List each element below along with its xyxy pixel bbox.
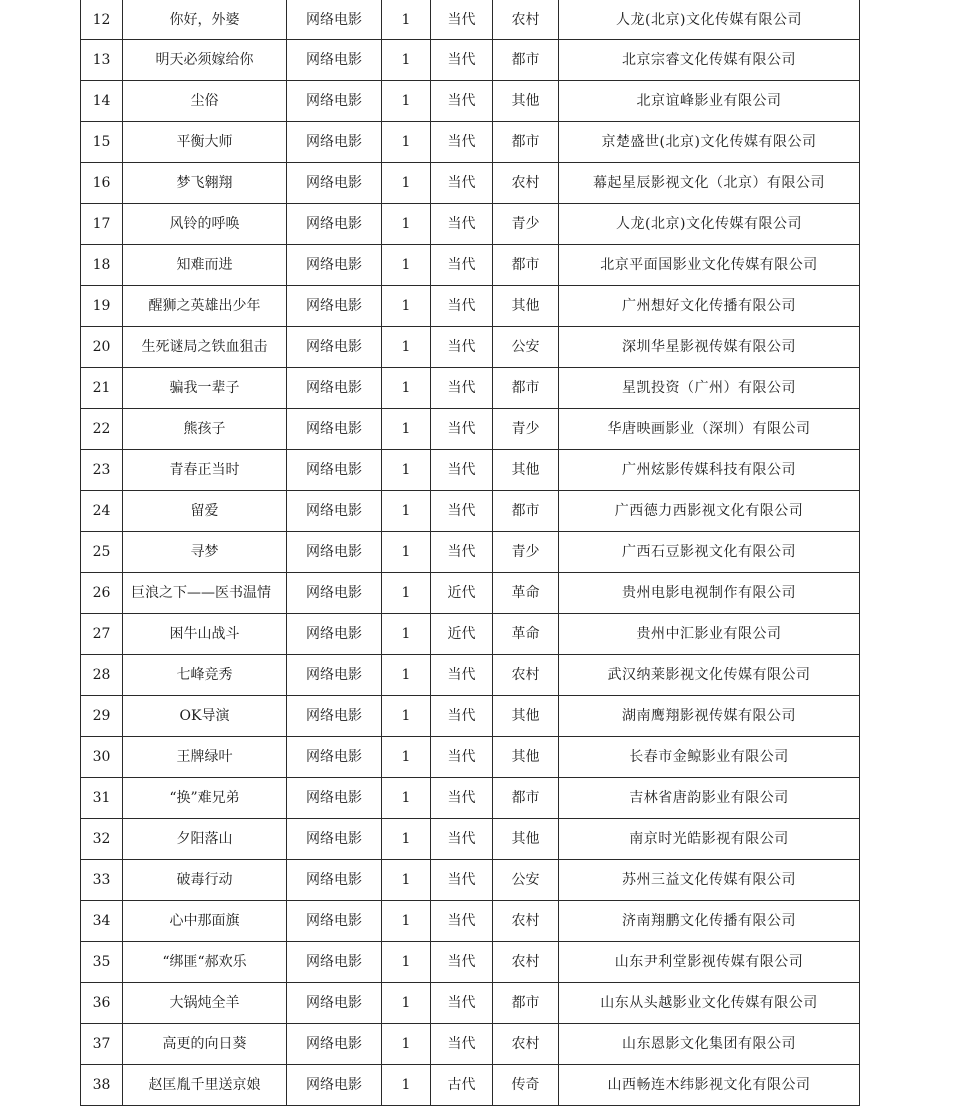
production-company-cell: 苏州三益文化传媒有限公司 xyxy=(559,860,860,901)
registry-body xyxy=(81,0,860,1106)
theme-cell: 农村 xyxy=(493,163,559,204)
era-cell: 当代 xyxy=(431,901,493,942)
episode-count-cell: 1 xyxy=(382,368,431,409)
film-title-cell: 大锅炖全羊 xyxy=(123,983,287,1024)
production-company-cell: 山东恩影文化集团有限公司 xyxy=(559,1024,860,1065)
era-cell: 当代 xyxy=(431,1024,493,1065)
table-row xyxy=(81,368,860,409)
film-type-cell: 网络电影 xyxy=(287,122,382,163)
theme-cell: 农村 xyxy=(493,942,559,983)
film-type-cell: 网络电影 xyxy=(287,1065,382,1106)
table-row xyxy=(81,1065,860,1106)
film-title-cell: 平衡大师 xyxy=(123,122,287,163)
theme-cell: 青少 xyxy=(493,409,559,450)
table-row xyxy=(81,819,860,860)
theme-cell: 其他 xyxy=(493,819,559,860)
theme-cell: 其他 xyxy=(493,286,559,327)
film-title-cell: “绑匪“郝欢乐 xyxy=(123,942,287,983)
table-row xyxy=(81,204,860,245)
episode-count-cell: 1 xyxy=(382,245,431,286)
film-registry-table xyxy=(80,0,860,1106)
film-title-cell: 知难而进 xyxy=(123,245,287,286)
episode-count-cell: 1 xyxy=(382,1065,431,1106)
era-cell: 当代 xyxy=(431,819,493,860)
row-number-cell: 36 xyxy=(81,983,123,1024)
table-row xyxy=(81,983,860,1024)
row-number-cell: 25 xyxy=(81,532,123,573)
film-title-cell: 心中那面旗 xyxy=(123,901,287,942)
film-title-cell: 青春正当时 xyxy=(123,450,287,491)
episode-count-cell: 1 xyxy=(382,573,431,614)
episode-count-cell: 1 xyxy=(382,860,431,901)
film-title-cell: 梦飞翱翔 xyxy=(123,163,287,204)
episode-count-cell: 1 xyxy=(382,901,431,942)
film-type-cell: 网络电影 xyxy=(287,737,382,778)
film-title-cell: 王牌绿叶 xyxy=(123,737,287,778)
era-cell: 当代 xyxy=(431,778,493,819)
era-cell: 当代 xyxy=(431,81,493,122)
film-type-cell: 网络电影 xyxy=(287,286,382,327)
film-type-cell: 网络电影 xyxy=(287,368,382,409)
film-type-cell: 网络电影 xyxy=(287,491,382,532)
table-row xyxy=(81,860,860,901)
film-title-cell: 破毒行动 xyxy=(123,860,287,901)
row-number-cell: 38 xyxy=(81,1065,123,1106)
row-number-cell: 16 xyxy=(81,163,123,204)
film-type-cell: 网络电影 xyxy=(287,532,382,573)
film-type-cell: 网络电影 xyxy=(287,81,382,122)
era-cell: 当代 xyxy=(431,450,493,491)
era-cell: 当代 xyxy=(431,696,493,737)
theme-cell: 其他 xyxy=(493,737,559,778)
theme-cell: 其他 xyxy=(493,696,559,737)
episode-count-cell: 1 xyxy=(382,737,431,778)
table-row xyxy=(81,614,860,655)
episode-count-cell: 1 xyxy=(382,122,431,163)
film-type-cell: 网络电影 xyxy=(287,778,382,819)
production-company-cell: 深圳华星影视传媒有限公司 xyxy=(559,327,860,368)
theme-cell: 都市 xyxy=(493,122,559,163)
theme-cell: 青少 xyxy=(493,532,559,573)
row-number-cell: 19 xyxy=(81,286,123,327)
film-type-cell: 网络电影 xyxy=(287,696,382,737)
film-title-cell: 明天必须嫁给你 xyxy=(123,40,287,81)
theme-cell: 公安 xyxy=(493,327,559,368)
theme-cell: 其他 xyxy=(493,450,559,491)
film-title-cell: 留爱 xyxy=(123,491,287,532)
theme-cell: 革命 xyxy=(493,573,559,614)
row-number-cell: 29 xyxy=(81,696,123,737)
film-title-cell: 尘俗 xyxy=(123,81,287,122)
row-number-cell: 23 xyxy=(81,450,123,491)
episode-count-cell: 1 xyxy=(382,696,431,737)
episode-count-cell: 1 xyxy=(382,614,431,655)
era-cell: 当代 xyxy=(431,491,493,532)
production-company-cell: 济南翔鹏文化传播有限公司 xyxy=(559,901,860,942)
table-row xyxy=(81,163,860,204)
era-cell: 当代 xyxy=(431,532,493,573)
row-number-cell: 17 xyxy=(81,204,123,245)
era-cell: 近代 xyxy=(431,573,493,614)
era-cell: 当代 xyxy=(431,655,493,696)
film-type-cell: 网络电影 xyxy=(287,245,382,286)
production-company-cell: 广西石豆影视文化有限公司 xyxy=(559,532,860,573)
episode-count-cell: 1 xyxy=(382,0,431,40)
production-company-cell: 广州想好文化传播有限公司 xyxy=(559,286,860,327)
film-type-cell: 网络电影 xyxy=(287,40,382,81)
era-cell: 当代 xyxy=(431,163,493,204)
theme-cell: 都市 xyxy=(493,983,559,1024)
production-company-cell: 京楚盛世(北京)文化传媒有限公司 xyxy=(559,122,860,163)
production-company-cell: 广西德力西影视文化有限公司 xyxy=(559,491,860,532)
theme-cell: 革命 xyxy=(493,614,559,655)
film-title-cell: 巨浪之下——医书温情 xyxy=(123,573,287,614)
film-type-cell: 网络电影 xyxy=(287,1024,382,1065)
era-cell: 当代 xyxy=(431,368,493,409)
table-row xyxy=(81,491,860,532)
production-company-cell: 北京谊峰影业有限公司 xyxy=(559,81,860,122)
row-number-cell: 33 xyxy=(81,860,123,901)
film-type-cell: 网络电影 xyxy=(287,983,382,1024)
production-company-cell: 幕起星辰影视文化（北京）有限公司 xyxy=(559,163,860,204)
production-company-cell: 人龙(北京)文化传媒有限公司 xyxy=(559,0,860,40)
theme-cell: 都市 xyxy=(493,368,559,409)
table-row xyxy=(81,409,860,450)
film-title-cell: 骗我一辈子 xyxy=(123,368,287,409)
era-cell: 当代 xyxy=(431,40,493,81)
row-number-cell: 15 xyxy=(81,122,123,163)
table-row xyxy=(81,450,860,491)
table-row xyxy=(81,286,860,327)
row-number-cell: 26 xyxy=(81,573,123,614)
production-company-cell: 湖南鹰翔影视传媒有限公司 xyxy=(559,696,860,737)
table-row xyxy=(81,778,860,819)
row-number-cell: 27 xyxy=(81,614,123,655)
theme-cell: 农村 xyxy=(493,901,559,942)
film-type-cell: 网络电影 xyxy=(287,450,382,491)
theme-cell: 传奇 xyxy=(493,1065,559,1106)
table-row xyxy=(81,327,860,368)
film-title-cell: 熊孩子 xyxy=(123,409,287,450)
film-type-cell: 网络电影 xyxy=(287,327,382,368)
film-title-cell: 生死谜局之铁血狙击 xyxy=(123,327,287,368)
theme-cell: 都市 xyxy=(493,778,559,819)
row-number-cell: 18 xyxy=(81,245,123,286)
production-company-cell: 长春市金鲸影业有限公司 xyxy=(559,737,860,778)
row-number-cell: 31 xyxy=(81,778,123,819)
table-row xyxy=(81,737,860,778)
row-number-cell: 32 xyxy=(81,819,123,860)
film-type-cell: 网络电影 xyxy=(287,942,382,983)
production-company-cell: 星凯投资（广州）有限公司 xyxy=(559,368,860,409)
episode-count-cell: 1 xyxy=(382,491,431,532)
film-type-cell: 网络电影 xyxy=(287,614,382,655)
era-cell: 当代 xyxy=(431,122,493,163)
theme-cell: 农村 xyxy=(493,1024,559,1065)
table-row xyxy=(81,81,860,122)
episode-count-cell: 1 xyxy=(382,1024,431,1065)
film-type-cell: 网络电影 xyxy=(287,409,382,450)
era-cell: 当代 xyxy=(431,860,493,901)
row-number-cell: 12 xyxy=(81,0,123,40)
row-number-cell: 21 xyxy=(81,368,123,409)
table-row xyxy=(81,1024,860,1065)
film-title-cell: 七峰竞秀 xyxy=(123,655,287,696)
episode-count-cell: 1 xyxy=(382,40,431,81)
film-title-cell: 风铃的呼唤 xyxy=(123,204,287,245)
theme-cell: 都市 xyxy=(493,491,559,532)
production-company-cell: 山东从头越影业文化传媒有限公司 xyxy=(559,983,860,1024)
era-cell: 当代 xyxy=(431,409,493,450)
era-cell: 当代 xyxy=(431,737,493,778)
episode-count-cell: 1 xyxy=(382,450,431,491)
production-company-cell: 广州炫影传媒科技有限公司 xyxy=(559,450,860,491)
film-title-cell: 高更的向日葵 xyxy=(123,1024,287,1065)
theme-cell: 农村 xyxy=(493,0,559,40)
table-row xyxy=(81,655,860,696)
production-company-cell: 人龙(北京)文化传媒有限公司 xyxy=(559,204,860,245)
era-cell: 古代 xyxy=(431,1065,493,1106)
film-type-cell: 网络电影 xyxy=(287,655,382,696)
table-row xyxy=(81,696,860,737)
episode-count-cell: 1 xyxy=(382,819,431,860)
film-type-cell: 网络电影 xyxy=(287,163,382,204)
film-type-cell: 网络电影 xyxy=(287,860,382,901)
era-cell: 当代 xyxy=(431,204,493,245)
film-title-cell: 寻梦 xyxy=(123,532,287,573)
episode-count-cell: 1 xyxy=(382,778,431,819)
production-company-cell: 武汉纳莱影视文化传媒有限公司 xyxy=(559,655,860,696)
row-number-cell: 37 xyxy=(81,1024,123,1065)
film-title-cell: 困牛山战斗 xyxy=(123,614,287,655)
theme-cell: 其他 xyxy=(493,81,559,122)
table-row xyxy=(81,0,860,40)
episode-count-cell: 1 xyxy=(382,983,431,1024)
episode-count-cell: 1 xyxy=(382,327,431,368)
theme-cell: 都市 xyxy=(493,40,559,81)
episode-count-cell: 1 xyxy=(382,163,431,204)
film-title-cell: 醒狮之英雄出少年 xyxy=(123,286,287,327)
episode-count-cell: 1 xyxy=(382,81,431,122)
production-company-cell: 山东尹利堂影视传媒有限公司 xyxy=(559,942,860,983)
table-row xyxy=(81,40,860,81)
film-title-cell: 夕阳落山 xyxy=(123,819,287,860)
production-company-cell: 贵州中汇影业有限公司 xyxy=(559,614,860,655)
production-company-cell: 贵州电影电视制作有限公司 xyxy=(559,573,860,614)
era-cell: 近代 xyxy=(431,614,493,655)
registry-sheet xyxy=(80,0,859,1106)
production-company-cell: 吉林省唐韵影业有限公司 xyxy=(559,778,860,819)
theme-cell: 农村 xyxy=(493,655,559,696)
production-company-cell: 南京时光皓影视有限公司 xyxy=(559,819,860,860)
table-row xyxy=(81,901,860,942)
table-row xyxy=(81,532,860,573)
era-cell: 当代 xyxy=(431,942,493,983)
row-number-cell: 24 xyxy=(81,491,123,532)
era-cell: 当代 xyxy=(431,286,493,327)
theme-cell: 都市 xyxy=(493,245,559,286)
era-cell: 当代 xyxy=(431,245,493,286)
episode-count-cell: 1 xyxy=(382,204,431,245)
film-type-cell: 网络电影 xyxy=(287,901,382,942)
production-company-cell: 北京宗睿文化传媒有限公司 xyxy=(559,40,860,81)
table-row xyxy=(81,573,860,614)
film-type-cell: 网络电影 xyxy=(287,204,382,245)
era-cell: 当代 xyxy=(431,327,493,368)
row-number-cell: 13 xyxy=(81,40,123,81)
film-type-cell: 网络电影 xyxy=(287,819,382,860)
episode-count-cell: 1 xyxy=(382,655,431,696)
production-company-cell: 山西畅连木纬影视文化有限公司 xyxy=(559,1065,860,1106)
row-number-cell: 14 xyxy=(81,81,123,122)
row-number-cell: 30 xyxy=(81,737,123,778)
row-number-cell: 35 xyxy=(81,942,123,983)
row-number-cell: 22 xyxy=(81,409,123,450)
film-type-cell: 网络电影 xyxy=(287,0,382,40)
era-cell: 当代 xyxy=(431,0,493,40)
row-number-cell: 34 xyxy=(81,901,123,942)
episode-count-cell: 1 xyxy=(382,409,431,450)
row-number-cell: 20 xyxy=(81,327,123,368)
film-type-cell: 网络电影 xyxy=(287,573,382,614)
production-company-cell: 北京平面国影业文化传媒有限公司 xyxy=(559,245,860,286)
film-title-cell: OK导演 xyxy=(123,696,287,737)
table-row xyxy=(81,245,860,286)
table-row xyxy=(81,942,860,983)
episode-count-cell: 1 xyxy=(382,286,431,327)
row-number-cell: 28 xyxy=(81,655,123,696)
film-title-cell: 你好，外婆 xyxy=(123,0,287,40)
episode-count-cell: 1 xyxy=(382,532,431,573)
episode-count-cell: 1 xyxy=(382,942,431,983)
theme-cell: 公安 xyxy=(493,860,559,901)
production-company-cell: 华唐映画影业（深圳）有限公司 xyxy=(559,409,860,450)
film-title-cell: 赵匡胤千里送京娘 xyxy=(123,1065,287,1106)
film-title-cell: “换”难兄弟 xyxy=(123,778,287,819)
table-row xyxy=(81,122,860,163)
era-cell: 当代 xyxy=(431,983,493,1024)
theme-cell: 青少 xyxy=(493,204,559,245)
